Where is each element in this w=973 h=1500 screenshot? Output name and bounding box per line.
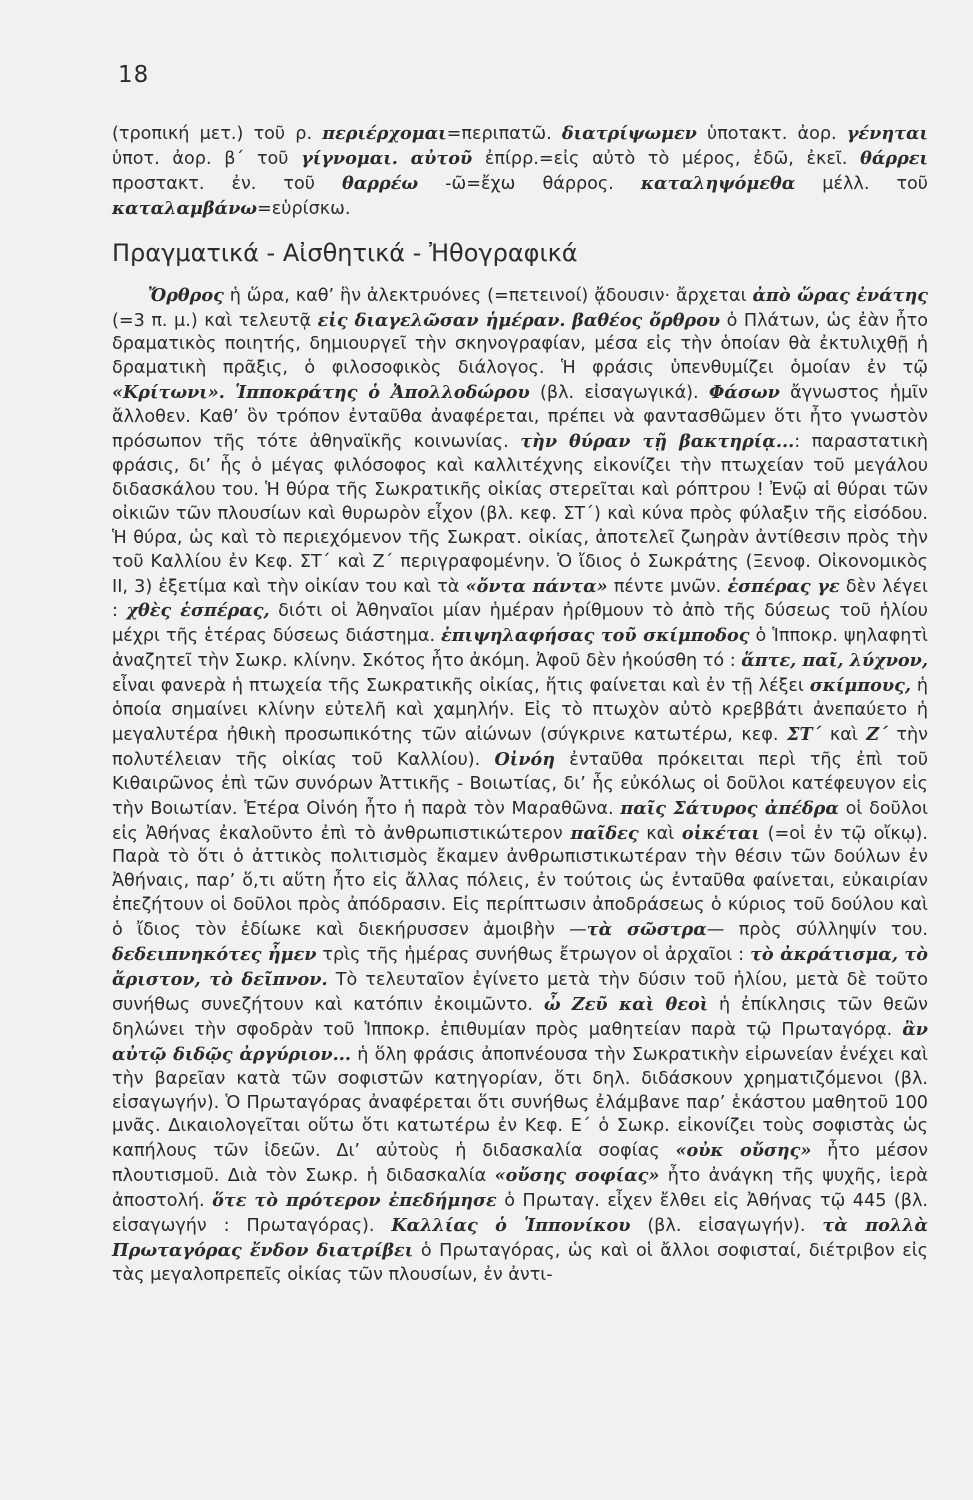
lemma-term: χθὲς ἑσπέρας,	[126, 600, 270, 622]
lemma-term: διατρίψωμεν	[561, 123, 697, 144]
lemma-term: αὐτοῦ	[410, 147, 473, 169]
commentary-text	[398, 149, 411, 169]
commentary-text: ὁ Πρωταγόρας, ὡς καὶ οἱ ἄλλοι σοφισταί, διέτριβον εἰς τὰς μεγαλοπρεπεῖς οἰκίας τῶν πλουσίων, ἐν ἀντι-	[112, 1240, 928, 1285]
lemma-term: παῖδες	[570, 822, 639, 844]
lemma-term: γένηται	[846, 123, 929, 144]
commentary-text: εἶναι φανερὰ ἡ πτωχεία τῆς Σωκρατικῆς οἰκίας, ἥτις φαίνεται καὶ ἐν τῇ λέξει	[112, 676, 810, 697]
commentary-text: (=οἱ ἐν τῷ οἴκῳ). Παρὰ τὸ ὅτι ὁ ἀττικὸς πολιτισμὸς ἔκαμεν ἀνθρωπιστικωτέραν τὴν θέσιν τῶν δούλων ἐν Ἀθήναις, παρ’ ὅ,τι αὕτη ἦτο εἰς ἄλλας πόλεις, ἐν τούτοις ὡς ἐνταῦθα φαίνεται, εὐκαιρίαν ἐπεζήτουν οἱ δοῦλοι πρὸς ἀπόδρασιν. Εἰς περίπτωσιν ἀποδράσεως ὁ κύριος τοῦ δούλου καὶ ὁ ἴδιος τὸν ἐδίωκε καὶ διεκήρυσσεν ἀμοιβὴν —	[112, 823, 928, 941]
lemma-term: σκίμπους,	[809, 675, 911, 697]
lemma-term: καταλαμβάνω	[112, 197, 258, 219]
lemma-term: ἀπὸ ὥρας ἐνάτης	[752, 284, 929, 306]
lemma-term: Ἱπποκράτης ὁ Ἀπολλοδώρου	[235, 382, 530, 404]
commentary-text: τρὶς τῆς ἡμέρας συνήθως ἔτρωγον οἱ ἀρχαῖοι :	[316, 945, 751, 966]
lemma-term: ἑσπέρας γε	[727, 575, 840, 597]
commentary-text: =περιπατῶ.	[446, 124, 562, 144]
lemma-term: Ζ΄	[866, 723, 888, 745]
commentary-text: ὑποτακτ. ἀορ.	[696, 124, 847, 144]
commentary-text: τὴν πολυτέλειαν τῆς οἰκίας τοῦ Καλλίου).	[112, 724, 928, 770]
lemma-term: Οἰνόη	[494, 748, 556, 770]
lemma-term: παῖς Σάτυρος ἀπέδρα	[620, 797, 839, 819]
commentary-text: ὁ Ἱπποκρ. ψηλαφητὶ ἀναζητεῖ τὴν Σωκρ. κλίνην. Σκότος ἦτο ἀκόμη. Ἀφοῦ δὲν ἠκούσθη τό :	[112, 626, 929, 672]
commentary-text: ἄγνωστος ἡμῖν ἄλλοθεν. Καθ’ ὃν τρόπον ἐνταῦθα ἀναφέρεται, πρέπει νὰ φαντασθῶμεν ὅτι ἦτο γνωστὸν πρόσωπον τῆς τότε ἀθηναϊκῆς κοινωνίας.	[112, 383, 928, 453]
commentary-text: (βλ. εἰσαγωγικά).	[529, 383, 709, 404]
lemma-term: θάρρει	[860, 147, 929, 169]
commentary-text: (βλ. εἰσαγωγήν).	[630, 1216, 823, 1237]
commentary-text: — πρὸς σύλληψίν του.	[706, 920, 929, 941]
lemma-term: Ὄρθρος	[148, 284, 224, 306]
lemma-term: τὰ σῶστρα	[586, 919, 707, 941]
commentary-text: ἦτο μέσον πλουτισμοῦ. Διὰ τὸν Σωκρ. ἡ διδασκαλία	[112, 1141, 928, 1187]
commentary-text: ὁ Πρωταγ. εἶχεν ἔλθει εἰς Ἀθήνας τῷ 445 (βλ. εἰσαγωγήν : Πρωταγόρας).	[112, 1191, 928, 1237]
lemma-term: τὰ πολλὰ Πρωταγόρας ἔνδον διατρίβει	[112, 1215, 929, 1261]
commentary-text: ὑποτ. ἀορ. β΄ τοῦ	[112, 148, 302, 169]
lemma-term: «Κρίτωνι».	[112, 382, 225, 404]
commentary-text: καὶ	[638, 823, 682, 844]
commentary-text: =εὑρίσκω.	[257, 198, 351, 219]
commentary-text: δὲν λέγει :	[112, 576, 928, 622]
lemma-term: Καλλίας ὁ Ἱππονίκου	[391, 1215, 631, 1237]
lemma-term: ὦ Ζεῦ καὶ θεοὶ	[543, 993, 709, 1015]
lemma-term: γίγνομαι.	[301, 147, 398, 169]
commentary-text: ἡ ὁποία σημαίνει κλίνην εὐτελῆ καὶ χαμηλήν. Εἰς τὸ πτωχὸν αὐτὸ κρεββάτι ἀνεπαύετο ἡ μεγαλυτέρα ἠθικὴ προσωπικότης τῶν αἰώνων (σύγκρινε κατωτέρω, κεφ.	[112, 676, 929, 745]
commentary-text: πέντε μνῶν.	[607, 576, 728, 597]
commentary-text: ἡ ἐπίκλησις τῶν θεῶν δηλώνει τὴν σφοδρὰν τοῦ Ἱπποκρ. ἐπιθυμίαν πρὸς μαθητείαν παρὰ τῷ Πρωταγόρᾳ.	[112, 994, 928, 1040]
lemma-term: βαθέος ὄρθρου	[572, 309, 721, 331]
commentary-text: ἐνταῦθα πρόκειται περὶ τῆς ἐπὶ τοῦ Κιθαιρῶνος ἐπὶ τῶν συνόρων Ἀττικῆς - Βοιωτίας, δι’ ἧς εὐκόλως οἱ δοῦλοι κατέφευγον εἰς τὴν Βοιωτίαν. Ἑτέρα Οἰνόη ἦτο ἡ παρὰ τὸν Μαραθῶνα.	[112, 749, 929, 819]
commentary-text: : παραστατικὴ φράσις, δι’ ἧς ὁ μέγας φιλόσοφος καὶ καλλιτέχνης εἰκονίζει τὴν πτωχείαν τοῦ μεγάλου διδασκάλου του. Ἡ θύρα τῆς Σωκρατικῆς οἰκίας στερεῖται καὶ ρόπτρου ! Ἐνῷ αἱ θύραι τῶν οἰκιῶν τῶν πλουσίων καὶ θυρωρὸν εἶχον (βλ. κεφ. ΣΤ΄) καὶ κύνα πρὸς φύλαξιν τῆς εἰσόδου. Ἡ θύρα, ὡς καὶ τὸ περιεχόμενον τῆς Σωκρατ. οἰκίας, ἀποτελεῖ ζωηρὰν ἀντίθεσιν πρὸς τὴν τοῦ Καλλίου ἐν Κεφ. ΣΤ΄ καὶ Ζ΄ περιγραφομένην. Ὁ ἴδιος ὁ Σωκράτης (Ξενοφ. Οἰκονομικὸς ΙΙ, 3) ἐξετίμα καὶ τὴν οἰκίαν του καὶ τὰ	[112, 432, 928, 597]
lemma-term: περιέρχομαι	[322, 123, 447, 144]
lemma-term: τὸ ἀκράτισμα, τὸ ἄριστον, τὸ δεῖπνον.	[112, 944, 928, 990]
lemma-term: οἰκέται	[681, 822, 760, 844]
lemma-term: ὅτε τὸ πρότερον ἐπεδήμησε	[212, 1190, 497, 1212]
lemma-term: δεδειπνηκότες ἦμεν	[112, 944, 317, 966]
commentary-text: οἱ δοῦλοι εἰς Ἀθήνας ἐκαλοῦντο ἐπὶ τὸ ἀνθρωπιστικώτερον	[112, 798, 928, 844]
commentary-text	[225, 383, 235, 403]
commentary-text: διότι οἱ Ἀθηναῖοι μίαν ἡμέραν ἠρίθμουν τὸ ἀπὸ τῆς δύσεως τοῦ ἡλίου μέχρι τῆς ἑτέρας δύσεως διάστημα.	[112, 601, 928, 647]
commentary-text: ἦτο ἀνάγκη τῆς ψυχῆς, ἱερὰ ἀποστολή.	[112, 1166, 928, 1212]
commentary-text: Τὸ τελευταῖον ἐγίνετο μετὰ τὴν δύσιν τοῦ ἡλίου, μετὰ δὲ τοῦτο συνήθως συνεζήτουν καὶ κατόπιν ἐκοιμῶντο.	[112, 970, 928, 1015]
lemma-term: τὴν θύραν τῇ βακτηρίᾳ...	[520, 431, 795, 453]
commentary-text: ὁ Πλάτων, ὡς ἐὰν ἦτο δραματικὸς ποιητής, δημιουργεῖ τὴν σκηνογραφίαν, μέσα εἰς τὴν ὁποίαν θὰ ἐκτυλιχθῇ ἡ δραματικὴ πρᾶξις, ὁ φιλοσοφικὸς διάλογος. Ἡ φράσις ὑπενθυμίζει ὁμοίαν ἐν τῷ	[112, 310, 929, 379]
commentary-text: ἐπίρρ.=εἰς αὐτὸ τὸ μέρος, ἐδῶ, ἐκεῖ.	[472, 148, 861, 169]
lemma-term: θαρρέω	[342, 172, 419, 194]
lemma-term: ΣΤ΄	[787, 723, 822, 745]
commentary-text: (=3 π. μ.) καὶ τελευτᾷ	[112, 310, 318, 331]
commentary-text: -ῶ=ἔχω θάρρος.	[418, 173, 641, 194]
commentary-text: (τροπική μετ.) τοῦ ρ.	[112, 124, 323, 144]
commentary-text: προστακτ. ἐν. τοῦ	[112, 173, 343, 194]
page-number: 18	[118, 62, 150, 88]
commentary-text: ἡ ὅλη φράσις ἀποπνέουσα τὴν Σωκρατικὴν εἰρωνείαν ἐνέχει καὶ τὴν βαρεῖαν κατὰ τῶν σοφιστῶν κατηγορίαν, ὅτι δηλ. διδάσκουν χρηματιζόμενοι (βλ. εἰσαγωγήν). Ὁ Πρωταγόρας ἀναφέρεται ὅτι συνήθως ἐλάμβανε παρ’ ἑκάστου μαθητοῦ 100 μνᾶς. Δικαιολογεῖται οὕτω ὅτι κατωτέρω ἐν Κεφ. Ε΄ ὁ Σωκρ. εἰκονίζει τοὺς σοφιστὰς ὡς καπήλους τῶν ἰδεῶν. Δι’ αὐτοὺς ἡ διδασκαλία σοφίας	[112, 1044, 928, 1162]
lemma-term: «οὐκ οὔσης»	[675, 1140, 812, 1162]
lemma-term: ἂν αὐτῷ διδῷς ἀργύριον...	[112, 1018, 928, 1065]
commentary-text: μέλλ. τοῦ	[795, 173, 928, 194]
commentary-text: καὶ	[821, 724, 867, 745]
lemma-term: ἅπτε, παῖ, λύχνον,	[741, 650, 928, 672]
paragraph-glossary	[112, 122, 928, 222]
page-body	[112, 122, 928, 1288]
paragraph-commentary	[112, 284, 928, 1288]
commentary-text: ἡ ὥρα, καθ’ ἣν ἀλεκτρυόνες (=πετεινοί) ᾄδουσιν· ἄρχεται	[223, 285, 753, 306]
lemma-term: «ὄντα πάντα»	[465, 575, 608, 597]
lemma-term: «οὔσης σοφίας»	[494, 1165, 660, 1187]
lemma-term: Φάσων	[708, 382, 780, 404]
section-heading: Πραγματικά - Αἰσθητικά - Ἠθογραφικά	[112, 238, 578, 267]
lemma-term: ἐπιψηλαφήσας τοῦ σκίμποδος	[441, 625, 750, 647]
lemma-term: καταληψόμεθα	[640, 172, 796, 194]
lemma-term: εἰς διαγελῶσαν ἡμέραν.	[317, 309, 566, 331]
